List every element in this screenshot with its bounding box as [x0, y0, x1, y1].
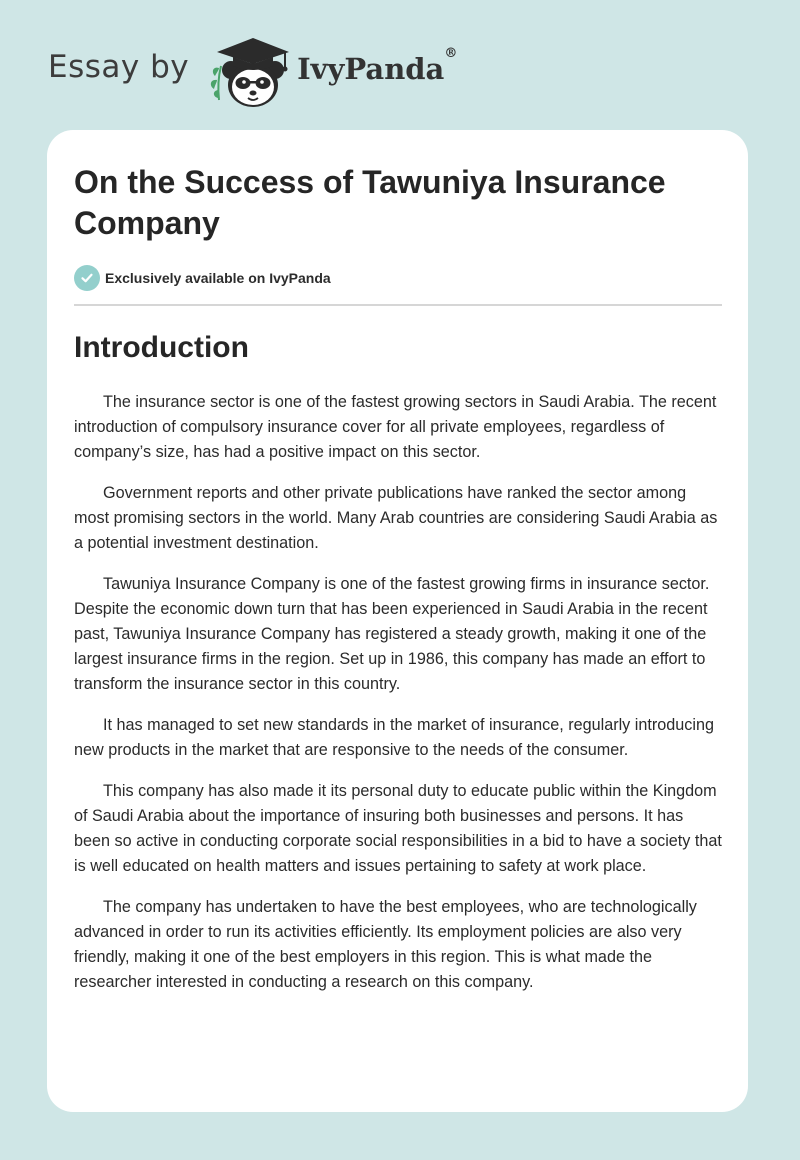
ivy-leaf-icon — [211, 66, 221, 100]
brand-prefix: Essay by — [48, 49, 190, 85]
section-heading: Introduction — [74, 331, 249, 364]
title-divider — [74, 304, 722, 306]
paragraph: Tawuniya Insurance Company is one of the fastest growing firms in insurance sector. Despite the economic down turn that has been experienced in Saudi Arabia in the recent past, Tawuniya Insurance Company has registered a steady growth, making it one of the largest insurance firms in the region. Set up in 1986, this company has made an effort to transform the insurance sector in this country. — [74, 575, 710, 693]
paragraph: It has managed to set new standards in the market of insurance, regularly introducing new products in the market that are responsive to the needs of the consumer. — [74, 716, 714, 759]
exclusive-badge — [74, 265, 722, 291]
paragraph: The insurance sector is one of the fastest growing sectors in Saudi Arabia. The recent introduction of compulsory insurance cover for all private employees, regardless of company’s size, has had a positive impact on this sector. — [74, 393, 717, 461]
essay-title: On the Success of Tawuniya Insurance Company — [74, 164, 666, 241]
exclusive-badge-text: Exclusively available on IvyPanda — [105, 270, 331, 286]
paragraph: This company has also made it its personal duty to educate public within the Kingdom of Saudi Arabia about the importance of insuring both businesses and persons. It has been so active in conducting corporate social responsibilities in a bid to have a society that is well educated on health matters and issues pertaining to safety at work place. — [74, 782, 722, 875]
essay-card — [47, 130, 748, 1112]
panda-graduate-icon[interactable] — [205, 30, 295, 110]
paragraph: The company has undertaken to have the best employees, who are technologically advanced in order to run its activities efficiently. Its employment policies are also very friendly, making it one of the best employers in this region. This is what made the researcher interested in conducting a research on this company. — [74, 898, 697, 991]
check-circle-icon — [74, 265, 100, 291]
paragraph: Government reports and other private publications have ranked the sector among most promising sectors in the world. Many Arab countries are considering Saudi Arabia as a potential investment destination. — [74, 484, 718, 552]
registered-mark: ® — [444, 46, 458, 61]
site-header — [48, 30, 457, 110]
brand-name[interactable]: IvyPanda® — [297, 46, 458, 86]
